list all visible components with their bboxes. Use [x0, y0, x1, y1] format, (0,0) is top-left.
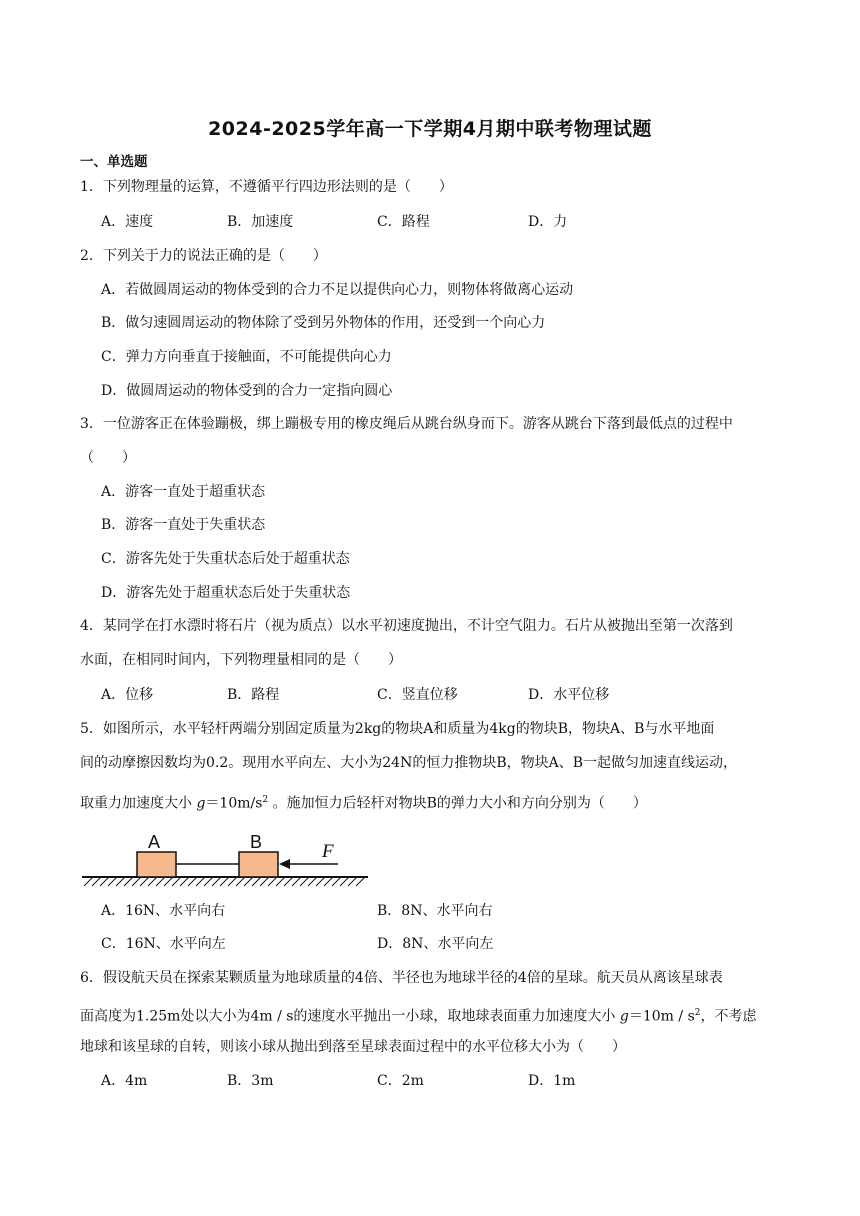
- q6-option-a: A．4m: [101, 1073, 148, 1089]
- ground-hatching: [84, 878, 364, 886]
- question-2-stem: 2．下列关于力的说法正确的是（ ）: [80, 248, 327, 264]
- q4-option-b: B．路程: [227, 687, 280, 703]
- question-5-stem-line2: 间的动摩擦因数均为0.2。现用水平向左、大小为24N的恒力推物块B，物块A、B一起做匀加速直线运动，: [80, 755, 738, 771]
- q5-option-a: A．16N、水平向右: [101, 903, 226, 919]
- question-3-stem-line1: 3．一位游客正在体验蹦极，绑上蹦极专用的橡皮绳后从跳台纵身而下。游客从跳台下落到最低点的过程中: [80, 416, 733, 432]
- question-4-stem-line2: 水面，在相同时间内，下列物理量相同的是（ ）: [80, 652, 402, 668]
- question-4-stem-line1: 4．某同学在打水漂时将石片（视为质点）以水平初速度抛出，不计空气阻力。石片从被抛出至第一次落到: [80, 618, 733, 634]
- q5-gravity-value: ＝10m/s: [205, 795, 263, 812]
- q5-option-c: C．16N、水平向左: [101, 936, 226, 952]
- question-1-stem: 1．下列物理量的运算，不遵循平行四边形法则的是（ ）: [80, 179, 453, 195]
- q5-stem3-suffix: 。施加恒力后轻杆对物块B的弹力大小和方向分别为（ ）: [272, 795, 647, 812]
- q6-stem2-prefix: 面高度为1.25m处以大小为4m / s的速度水平抛出一小球，取地球表面重力加速度大小: [80, 1008, 616, 1025]
- q1-option-a: A．速度: [101, 214, 154, 230]
- question-5-stem-line1: 5．如图所示，水平轻杆两端分别固定质量为2kg的物块A和质量为4kg的物块B，物块A、B与水平地面: [80, 721, 715, 737]
- q6-option-b: B．3m: [227, 1073, 274, 1089]
- q1-option-b: B．加速度: [227, 214, 294, 230]
- q4-option-a: A．位移: [101, 687, 154, 703]
- q3-option-c: C．游客先处于失重状态后处于超重状态: [101, 551, 350, 567]
- page-title: 2024-2025学年高一下学期4月期中联考物理试题: [208, 118, 652, 140]
- q6-gravity-symbol: g: [619, 1008, 629, 1025]
- q1-option-d: D．力: [528, 214, 568, 230]
- q5-stem3-prefix: 取重力加速度大小: [80, 795, 192, 812]
- q6-gravity-exponent: 2: [694, 1008, 701, 1018]
- question-5-stem-line3: [80, 790, 647, 814]
- q6-option-d: D．1m: [528, 1073, 576, 1089]
- q6-option-c: C．2m: [377, 1073, 424, 1089]
- q1-option-c: C．路程: [377, 214, 430, 230]
- block-a: [137, 852, 176, 877]
- q4-option-c: C．竖直位移: [377, 687, 458, 703]
- q2-option-a: A．若做圆周运动的物体受到的合力不足以提供向心力，则物体将做离心运动: [101, 282, 574, 298]
- q2-option-d: D．做圆周运动的物体受到的合力一定指向圆心: [101, 383, 393, 399]
- question-6-stem-line2: [80, 1003, 757, 1027]
- block-b: [239, 852, 278, 877]
- q5-gravity-symbol: g: [196, 795, 206, 812]
- q6-stem2-suffix: ，不考虑: [700, 1008, 757, 1025]
- question-6-stem-line1: 6．假设航天员在探索某颗质量为地球质量的4倍、半径也为地球半径的4倍的星球。航天员从离该星球表: [80, 970, 723, 986]
- q4-option-d: D．水平位移: [528, 687, 610, 703]
- q3-option-a: A．游客一直处于超重状态: [101, 484, 266, 500]
- label-block-a: A: [148, 832, 161, 852]
- q5-figure-blocks-diagram: [80, 826, 370, 888]
- q3-option-d: D．游客先处于超重状态后处于失重状态: [101, 585, 351, 601]
- q2-option-b: B．做匀速圆周运动的物体除了受到另外物体的作用，还受到一个向心力: [101, 315, 546, 331]
- question-6-stem-line3: 地球和该星球的自转，则该小球从抛出到落至星球表面过程中的水平位移大小为（ ）: [80, 1039, 626, 1055]
- q3-option-b: B．游客一直处于失重状态: [101, 517, 266, 533]
- q5-option-b: B．8N、水平向右: [377, 903, 493, 919]
- section-heading: 一、单选题: [80, 154, 148, 170]
- q5-option-d: D．8N、水平向左: [377, 936, 494, 952]
- q5-gravity-exponent: 2: [262, 795, 269, 805]
- label-block-b: B: [250, 832, 263, 852]
- force-arrow-head: [279, 859, 290, 869]
- q2-option-c: C．弹力方向垂直于接触面，不可能提供向心力: [101, 349, 392, 365]
- question-3-stem-line2: （ ）: [80, 450, 136, 466]
- q6-gravity-value: ＝10m / s: [628, 1008, 695, 1025]
- label-force-f: F: [322, 841, 334, 862]
